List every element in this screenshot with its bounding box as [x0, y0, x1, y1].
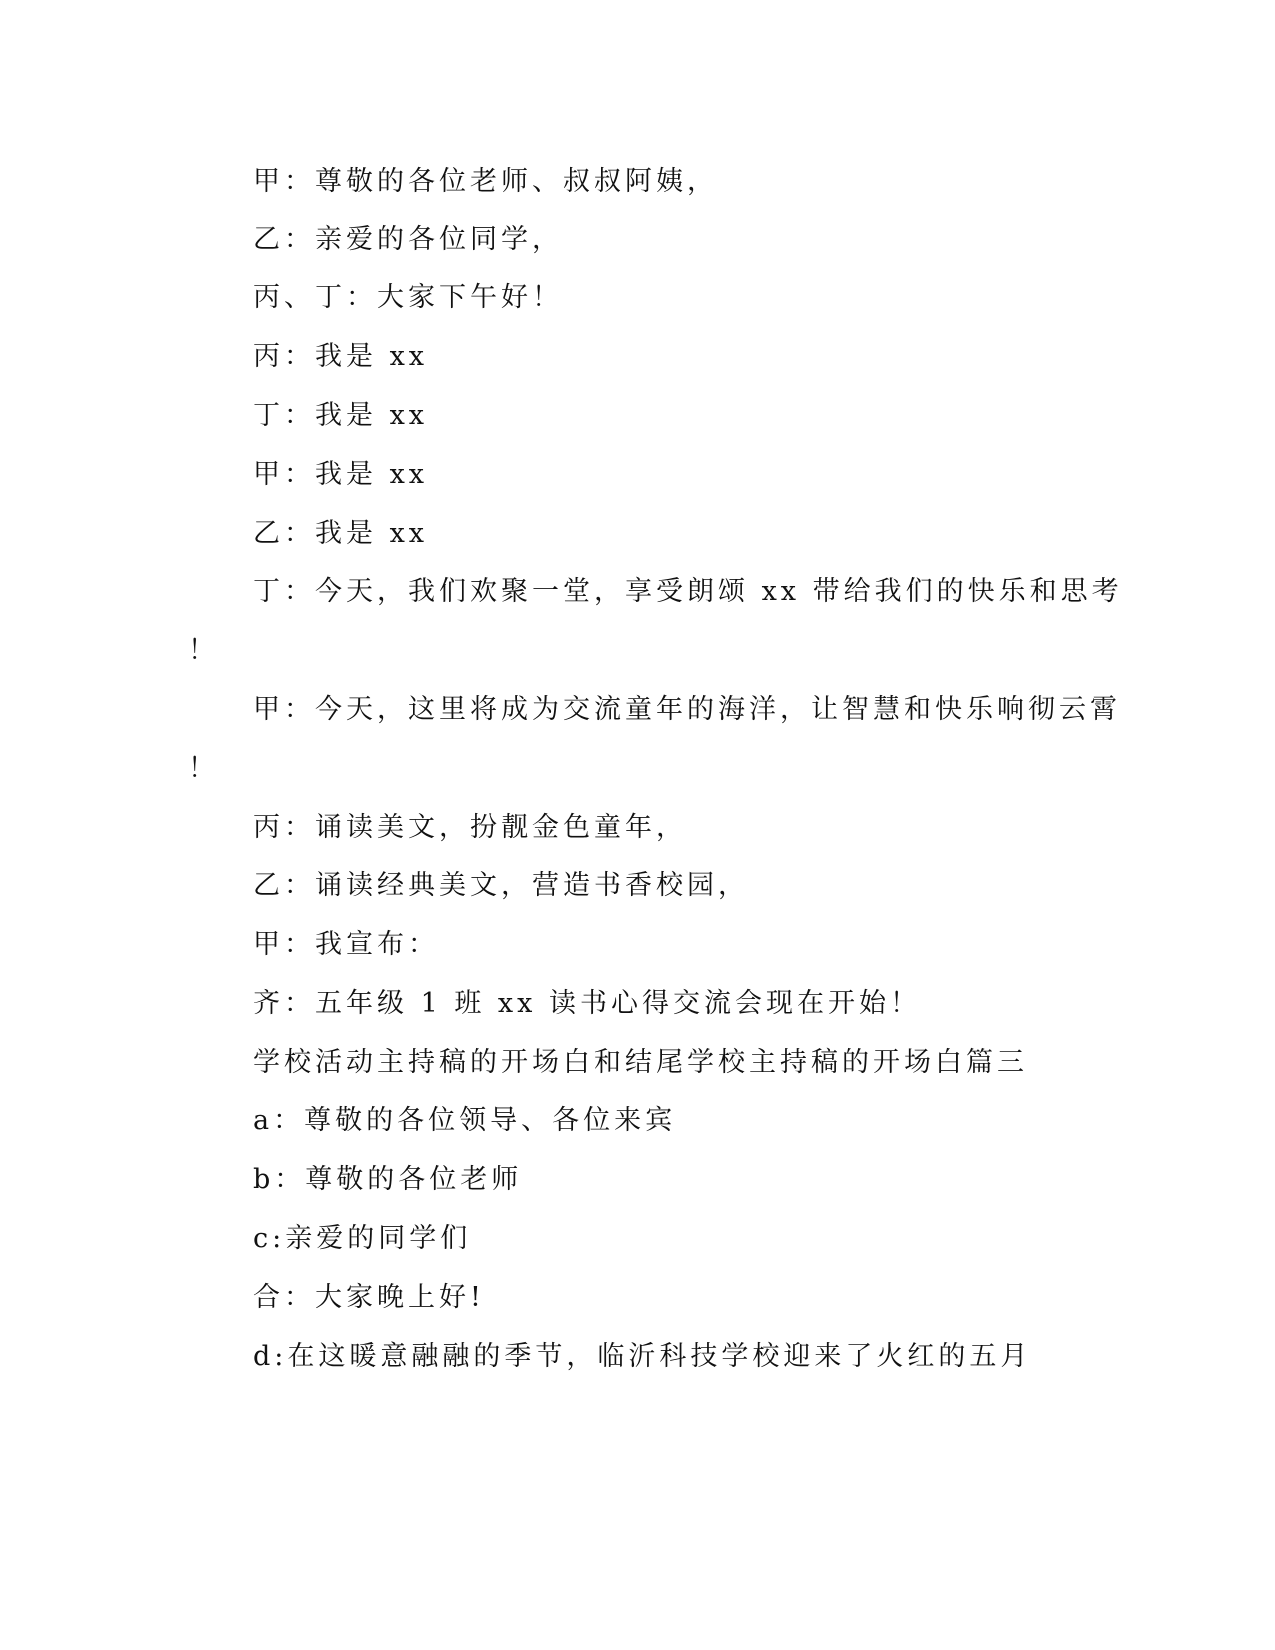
text-line: 丙、丁：大家下午好！	[253, 282, 563, 313]
text-line: 乙：亲爱的各位同学，	[253, 224, 563, 255]
text-line: a：尊敬的各位领导、各位来宾	[253, 1105, 677, 1136]
text-line: 齐：五年级 1 班 xx 读书心得交流会现在开始！	[253, 988, 921, 1019]
text-line: 甲：我是 xx	[253, 459, 429, 490]
text-line: 乙：诵读经典美文，营造书香校园，	[253, 870, 749, 901]
text-line: 丁：今天，我们欢聚一堂，享受朗颂 xx 带给我们的快乐和思考	[253, 576, 1123, 607]
text-line: 甲：尊敬的各位老师、叔叔阿姨，	[253, 166, 718, 197]
text-line: 甲：我宣布：	[253, 929, 439, 960]
text-line: 丁：我是 xx	[253, 400, 429, 431]
text-line: c:亲爱的同学们	[253, 1223, 472, 1254]
text-line: 甲：今天，这里将成为交流童年的海洋，让智慧和快乐响彻云霄	[253, 694, 1121, 725]
text-line: 乙：我是 xx	[253, 518, 429, 549]
text-line: 丙：我是 xx	[253, 341, 429, 372]
text-line: 丙：诵读美文，扮靓金色童年，	[253, 812, 687, 843]
text-line-continuation: ！	[188, 635, 215, 666]
text-line: 合：大家晚上好!	[253, 1282, 485, 1313]
text-line: b：尊敬的各位老师	[253, 1164, 523, 1195]
text-line-continuation: ！	[188, 753, 215, 784]
text-line: d:在这暖意融融的季节，临沂科技学校迎来了火红的五月	[253, 1341, 1032, 1372]
section-heading: 学校活动主持稿的开场白和结尾学校主持稿的开场白篇三	[253, 1047, 1028, 1078]
